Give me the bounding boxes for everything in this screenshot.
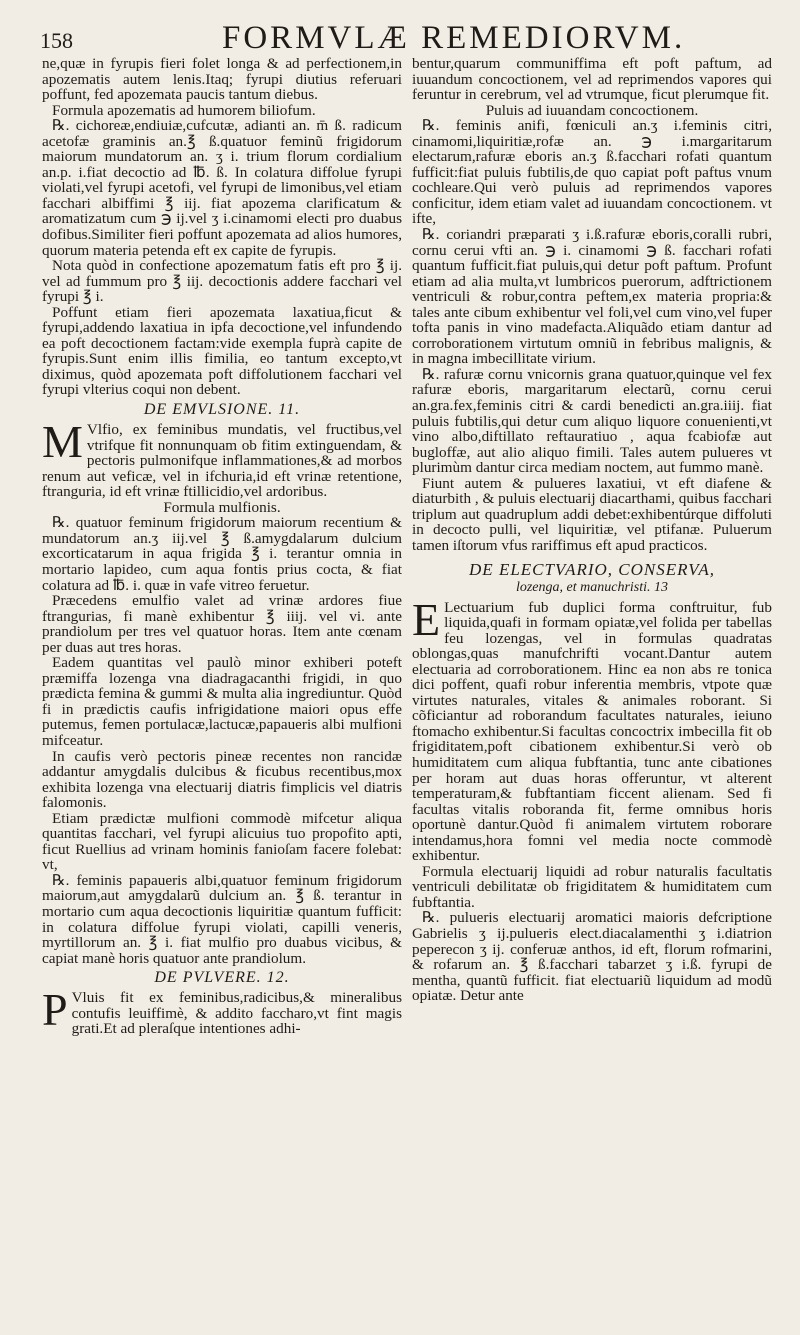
right-section-heading: DE ELECTVARIO, CONSERVA,	[469, 559, 715, 579]
right-paragraph: Formula electuarij liquidi ad robur naturalis facultatis ventriculi debilitatæ ob frigiditatem & humiditatem cum fubftantia.	[412, 862, 772, 911]
right-paragraph	[412, 593, 772, 865]
left-paragraph: Poffunt etiam fieri apozemata laxatiua,ficut & fyrupi,addendo laxatiua in ipfa decoctione,vel infundendo ea poft decoctionem factam:vide exempla fuprà capite de fyrupis.Sunt enim illis fimilia, eo tantum excepto,vt diximus, quòd apozemata poft diffolutionem facchari vel fyrupi vlterius coqui non debent.	[42, 303, 402, 399]
left-formula-caption: Formula mulfionis.	[163, 498, 281, 516]
right-section-subheading: lozenga, et manuchristi. 13	[515, 579, 669, 595]
left-section-heading: DE PVLVERE. 12.	[154, 969, 290, 987]
left-section-heading: DE EMVLSIONE. 11.	[143, 401, 301, 419]
paragraph-text: Lectuarium fub duplici forma conftruitur, fub liquida,quafi in formam opiatæ,vel folida per tabellas feu lozengas, vel in formulas quadratas oblongas,quas manufchrifti vocant.Dantur autem electuaria ad corroborationem. Hinc ea non abs re tonica dici poffent, quafi robur inferentia membris, vtpote quæ virtutes naturales, vitales & animales roborant. Si cõficiantur ad roborandum facultates naturales, ieiuno ftomacho exhibentur.Si facultas concoctrix imbecilla fit ob frigiditatem,poft cibationem exhibentur.Si verò ob humiditatem cum aliqua fubftantia, tunc ante cibationes per horam aut duas horas offeruntur, vt alterent temperaturam,& fubftantiam ficcent alienam. Sed fi facultas vitalis roboranda fit, ferme omnibus horis oportunè dantur.Quòd fi animalem virtutem roborare intendamus,hora fomni vel media nocte commodè exhibentur.	[412, 598, 772, 865]
paragraph-text: Vluis fit ex feminibus,radicibus,& mineralibus contufis leuiffimè, & addito faccharo,vt fint magis grati.Et ad pleraſque intentiones adhi-	[71, 989, 402, 1038]
left-paragraph: ℞. cichoreæ,endiuiæ,cufcutæ, adianti an. m̄ ß. radicum acetofæ graminis an.℥ ß.quatuor feminũ frigidorum maiorum mundatorum an. ʒ i. trium florum cordialium an.p. i.fiat decoctio ad ℔. ß. In colatura diffolue fyrupi violati,vel fyrupi acetofi, vel fyrupi de limonibus,vel etiam facchari albiffimi ℥ iij. fiat apozema clarificatum & aromatizatum cum ℈ ij.vel ʒ i.cinamomi electi pro duabus dofibus.Similiter fieri poffunt apozemata ad alios humores, quorum materia petenda eft ex capite de fyrupis.	[42, 117, 402, 259]
running-title: FORMVLÆ REMEDIORVM.	[222, 20, 686, 56]
right-column	[412, 56, 772, 1328]
right-paragraph: ℞. coriandri præparati ʒ i.ß.rafuræ eboris,coralli rubri, cornu cerui vfti an. ℈ i. cinamomi ℈ ß. facchari rofati quantum fufficit.fiat puluis,qui detur poft paftum. Profunt etiam ad alia multa,vt lumbricos puerorum, adftrictionem ventriculi & robur,contra peftem,ex materia propria:& tales ante cibum exhibentur vel foli,vel cum vino,vel fuper tofta panis in vino madefacta.Aliquãdo etiam dantur ad corroborationem virtutum omniũ in febribus malignis, & in magna imbecillitate virium.	[412, 226, 772, 368]
drop-cap-initial: E	[412, 593, 441, 645]
left-paragraph: In caufis verò pectoris pineæ recentes non rancidæ addantur amygdalis dulcibus & ficubus recentibus,mox exhibita lozenga vna electuarij diatris fimplicis vel diatris falomonis.	[42, 747, 402, 812]
left-paragraph: ne,quæ in fyrupis fieri folet longa & ad perfectionem,in apozematis autem lenis.Itaq; fyrupi diutius referuari poffunt, fed apozemata paucis tantum diebus.	[42, 56, 402, 104]
right-paragraph: bentur,quarum communiffima eft poft paftum, ad iuuandum concoctionem, vel ad reprimendos vapores qui feruntur in cerebrum, vel ad vtrumque, ficut plerumque fit.	[412, 56, 772, 104]
page-header	[32, 14, 774, 58]
left-paragraph: Eadem quantitas vel paulò minor exhiberi poteft præmiffa lozenga vna diadragacanthi frigidi, in quo prædicta femina & gummi & multa alia ingrediuntur. Quòd fi in prædictis caufis infrigidatione maiori opus effe putemus, femen portulacæ,lactucæ,papaueris albi mulfioni mifceatur.	[42, 654, 402, 749]
drop-cap-initial: P	[42, 984, 68, 1036]
left-paragraph: ℞. quatuor feminum frigidorum maiorum recentium & mundatorum an.ʒ iij.vel ℥ ß.amygdalarum dulcium excorticatarum in aqua frigida ℥ i. terantur omnia in mortario lapideo, cum aqua fontis prius cocta, & fiat colatura ad ℔. i. quæ in vafe vitreo feruetur.	[42, 514, 402, 594]
left-paragraph: ℞. feminis papaueris albi,quatuor feminum frigidorum maiorum,aut amygdalarũ dulcium an. ℥ ß. terantur in mortario cum aqua decoctionis liquiritiæ quantum fufficit: in colatura diffolue fyrupi violati, capilli veneris, myrtillorum an. ℥ i. fiat mulfio pro duabus vicibus, & capiat manè horis quatuor ante prandiolum.	[42, 871, 402, 967]
right-formula-caption: Puluis ad iuuandam concoctionem.	[485, 101, 699, 119]
left-paragraph	[42, 416, 402, 501]
right-paragraph: ℞. feminis anifi, fœniculi an.ʒ i.feminis citri, cinamomi,liquiritiæ,rofæ an. ℈ i.margaritarum electarum,rafuræ eboris an.ʒ ß.facchari rofati quantum fufficit:fiat puluis fubtilis,de quo capiat poft paftus vnum cochleare.Qui verò puluis ad reprimendos vapores conficitur, idem etiam valet ad iuuandam concoctionem. vt ifte,	[412, 117, 772, 228]
right-paragraph: ℞. pulueris electuarij aromatici maioris defcriptione Gabrielis ʒ ij.pulueris elect.diacalamenthi ʒ i.diatrion peperecon ʒ ij. conferuæ anthos, id eft, florum rofmarini, & rofarum an. ℥ ß.facchari tabarzet ʒ i.ß. fyrupi de mentha, quantũ fufficit. fiat electuariũ liquidum ad modũ opiatæ. Detur ante	[412, 909, 772, 1005]
right-paragraph: Fiunt autem & pulueres laxatiui, vt eft diafene & diaturbith , & puluis electuarij diacarthami, quibus facchari triplum aut quadruplum addi debet:exhibentúrque diffoluti in decocto pulli, vel liquiritiæ, vel ptifanæ. Puluerum tamen iſtorum vfus rariffimus eft apud practicos.	[412, 474, 772, 554]
right-paragraph: ℞. rafuræ cornu vnicornis grana quatuor,quinque vel fex rafuræ eboris, margaritarum electarũ, cornu cerui an.gra.fex,feminis citri & cardi benedicti an.gra.iiij. fiat puluis fubtilis,qui detur cum aliquo liquore conuenienti,vt vino albo,diftillato reftauratiuo , aqua fcabiofæ aut bugloffæ, aut alio aliquo fimili. Tales autem pulueres vt plurimùm dantur circa mediam noctem, aut fummo manè.	[412, 365, 772, 477]
left-paragraph	[42, 984, 402, 1038]
page-number: 158	[40, 28, 73, 53]
left-column	[42, 56, 402, 1328]
left-paragraph: Formula apozematis ad humorem biliofum.	[52, 101, 316, 119]
left-paragraph: Nota quòd in confectione apozematum fatis eft pro ℥ ij. vel ad fummum pro ℥ iij. decoctionis addere facchari vel fyrupi ℥ i.	[42, 257, 402, 306]
left-paragraph: Etiam prædictæ mulfioni commodè mifcetur aliqua quantitas facchari, vel fyrupi alicuius tuo propofito apti, ficut Ruellius ad vrinam hominis fanioſam facere folebat: vt,	[42, 809, 402, 874]
left-paragraph: Præcedens emulfio valet ad vrinæ ardores fiue ftrangurias, fi manè exhibentur ℥ iiij. vel vi. ante prandiolum per tres vel quatuor horas. Item ante cœnam per duas aut tres horas.	[42, 592, 402, 656]
drop-cap-initial: M	[42, 416, 83, 468]
paragraph-text: Vlfio, ex feminibus mundatis, vel fructibus,vel vtrifque fit nonnunquam ob fitim extinguendam, & pectoris pulmonifque inflammationes,& ad morbos renum aut veficæ, vel in ifchuria,id eft vrinæ retentione, ftranguria, id eft vrinæ ftillicidio,vel ardoribus.	[42, 421, 402, 501]
